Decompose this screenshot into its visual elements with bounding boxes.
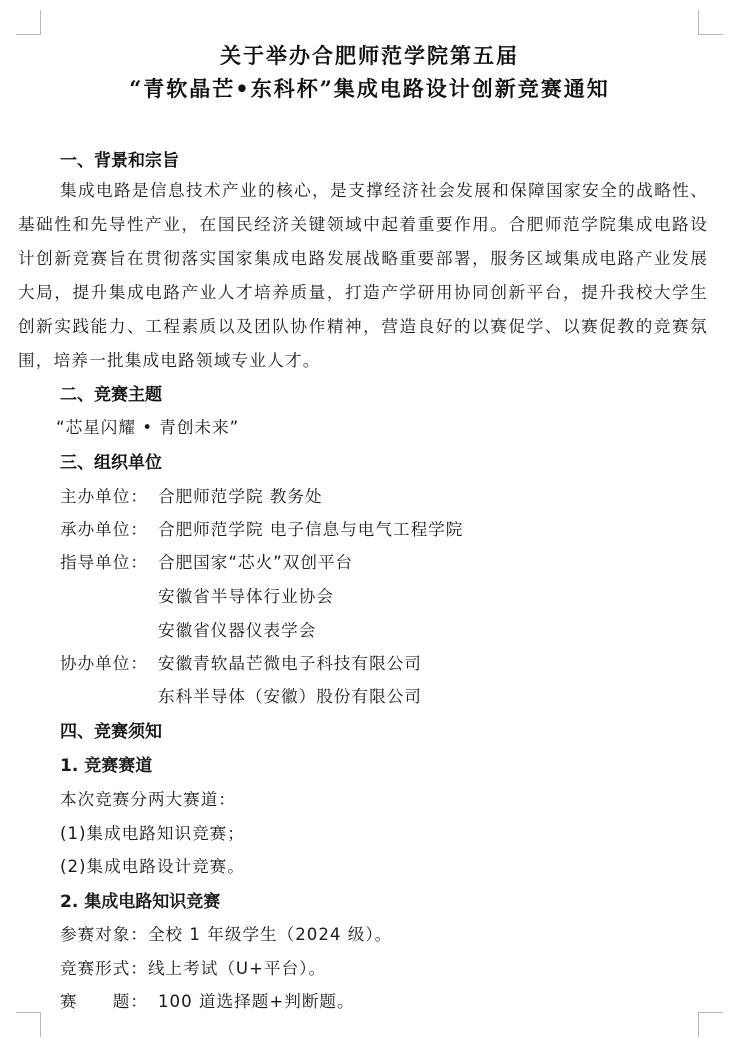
participants-line: 参赛对象：全校 1 年级学生（2024 级）。 (60, 925, 393, 944)
guide-label: 指导单位： (60, 553, 148, 572)
questions-value: 100 道选择题+判断题。 (158, 992, 355, 1011)
section-heading-theme: 二、竞赛主题 (60, 385, 162, 405)
questions-label: 赛 题： (60, 992, 148, 1011)
co-organizer-value-1: 安徽青软晶芒微电子科技有限公司 (158, 654, 422, 673)
competition-theme: “芯星闪耀 • 青创未来” (56, 418, 240, 437)
section-heading-background: 一、背景和宗旨 (60, 151, 179, 171)
co-organizer-row (60, 650, 422, 674)
knowledge-contest-heading: 2. 集成电路知识竞赛 (60, 892, 221, 912)
host-label: 主办单位： (60, 487, 148, 506)
track-intro: 本次竞赛分两大赛道： (60, 790, 236, 809)
crop-mark-bottom-right (698, 1012, 723, 1037)
host-row (60, 483, 323, 507)
track-item-2: (2)集成电路设计竞赛。 (60, 857, 245, 876)
guide-value-3: 安徽省仪器仪表学会 (158, 621, 317, 640)
organizer-value: 合肥师范学院 电子信息与电气工程学院 (158, 520, 464, 539)
track-item-1: (1)集成电路知识竞赛； (60, 824, 245, 843)
guide-row (60, 549, 353, 573)
questions-row (60, 988, 355, 1012)
section-heading-organizers: 三、组织单位 (60, 453, 162, 473)
crop-mark-bottom-left (16, 1012, 41, 1037)
guide-value-2: 安徽省半导体行业协会 (158, 587, 334, 606)
co-organizer-value-2: 东科半导体（安徽）股份有限公司 (158, 687, 422, 706)
crop-mark-top-right (698, 10, 723, 35)
guide-value-1: 合肥国家“芯火”双创平台 (158, 553, 354, 572)
section-heading-rules: 四、竞赛须知 (60, 722, 162, 742)
track-heading: 1. 竞赛赛道 (60, 756, 153, 776)
organizer-label: 承办单位： (60, 520, 148, 539)
format-line: 竞赛形式：线上考试（U+平台）。 (60, 959, 327, 978)
organizer-row (60, 516, 463, 540)
crop-mark-top-left (16, 10, 41, 35)
host-value: 合肥师范学院 教务处 (158, 487, 323, 506)
co-organizer-label: 协办单位： (60, 654, 148, 673)
document-title-line-2: “青软晶芒•东科杯”集成电路设计创新竞赛通知 (129, 76, 610, 101)
document-title-line-1: 关于举办合肥师范学院第五届 (220, 43, 519, 68)
background-paragraph: 集成电路是信息技术产业的核心，是支撑经济社会发展和保障国家安全的战略性、基础性和先导性产业，在国民经济关键领域中起着重要作用。合肥师范学院集成电路设计创新竞赛旨在贯彻落实国家集成电路发展战略重要部署，服务区域集成电路产业发展大局，提升集成电路产业人才培养质量，打造产学研用协同创新平台，提升我校大学生创新实践能力、工程素质以及团队协作精神，营造良好的以赛促学、以赛促教的竞赛氛围，培养一批集成电路领域专业人才。 (18, 181, 708, 370)
